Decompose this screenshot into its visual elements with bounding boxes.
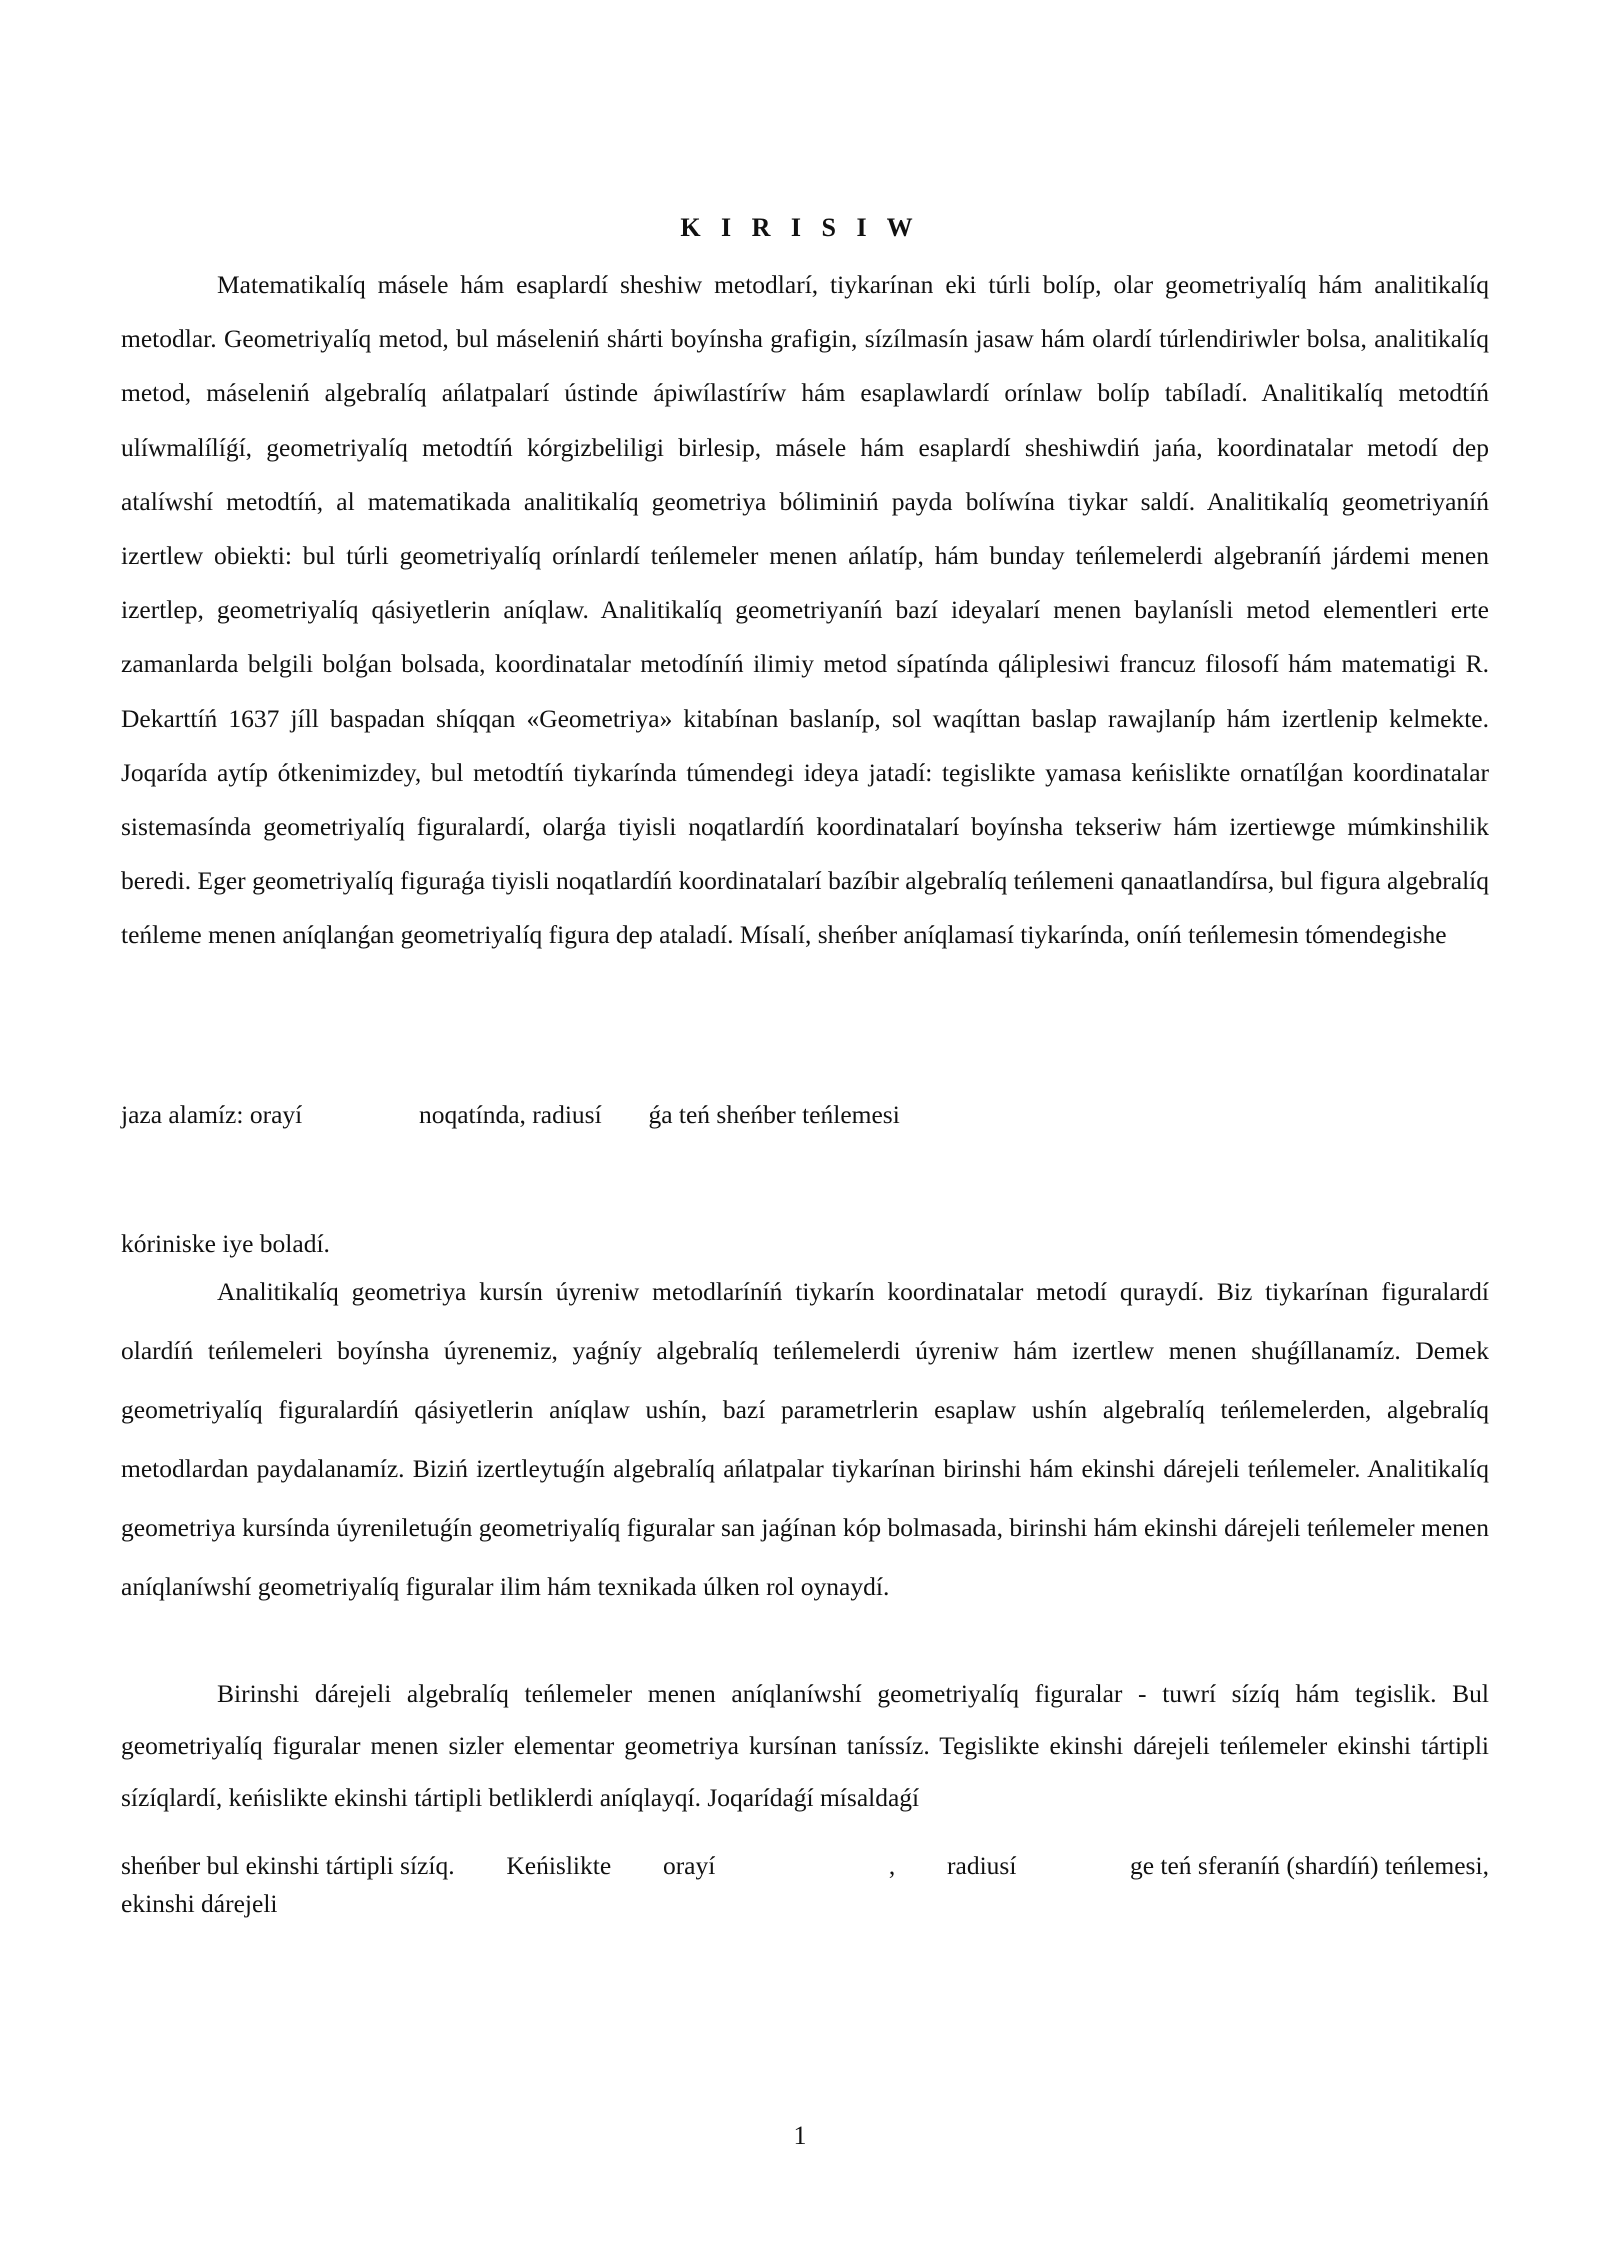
sphere-text-4: , (888, 1851, 896, 1880)
circle-text-c: ǵa teń sheńber teńlemesi (648, 1100, 900, 1129)
circle-text-a: jaza alamíz: orayí (121, 1100, 303, 1129)
equation-form-line: kóriniske iye boladí. (121, 1229, 330, 1258)
introduction-paragraph: Matematikalíq másele hám esaplardí sheshiw metodlarí, tiykarínan eki túrli bolíp, olar geometriyalíq hám analitikalíq metodlar. Geometriyalíq metod, bul máseleniń shárti boyínsha grafigin, sízílmasín jasaw hám olardí túrlendiriwler bolsa, analitikalíq metod, máseleniń algebralíq ańlatpalarí ústinde ápiwílastíríw hám esaplawlardí orínlaw bolíp tabíladí. Analitikalíq metodtíń ulíwmalílíǵí, geometriyalíq metodtíń kórgizbeliligi birlesip, másele hám esaplardí sheshiwdiń jańa, koordinatalar metodí dep atalíwshí metodtíń, al matematikada analitikalíq geometriya bóliminiń payda bolíwína tiykar saldí. Analitikalíq geometriyaníń izertlew obiekti: bul túrli geometriyalíq orínlardí teńlemeler menen ańlatíp, hám bunday teńlemelerdi algebraníń járdemi menen izertlep, geometriyalíq qásiyetlerin aníqlaw. Analitikalíq geometriyaníń bazí ideyalarí menen baylanísli metod elementleri erte zamanlarda belgili bolǵan bolsada, koordinatalar metodíníń ilimiy metod sípatínda qáliplesiwi francuz filosofí hám matematigi R. Dekarttíń 1637 jíll baspadan shíqqan «Geometriya» kitabínan baslaníp, sol waqíttan baslap rawajlaníp hám izertlenip kelmekte. Joqarída aytíp ótkenimizdey, bul metodtíń tiykarínda túmendegi ideya jatadí: tegislikte yamasa keńislikte ornatílǵan koordinatalar sistemasínda geometriyalíq figuralardí, olarǵa tiyisli noqatlardíń koordinatalarí boyínsha tekseriw hám izertiewge múmkinshilik beredi. Eger geometriyalíq figuraǵa tiyisli noqatlardíń koordinatalarí bazíbir algebralíq teńlemeni qanaatlandírsa, bul figura algebralíq teńleme menen aníqlanǵan geometriyalíq figura dep ataladí. Mísalí, sheńber aníqlamasí tiykarínda, oníń teńlemesin tómendegishe (121, 270, 1489, 950)
page-title: K I R I S I W (680, 213, 920, 242)
sphere-paragraph (121, 1847, 1489, 1923)
sphere-text-5: radiusí (947, 1851, 1017, 1880)
circle-definition-line (121, 1097, 900, 1133)
sphere-text-1: sheńber bul ekinshi tártipli sízíq. (121, 1851, 455, 1880)
sphere-line-2: ekinshi dárejeli (121, 1889, 278, 1918)
first-degree-paragraph: Birinshi dárejeli algebralíq teńlemeler menen aníqlaníwshí geometriyalíq figuralar - tuwrí sízíq hám tegislik. Bul geometriyalíq figuralar menen sizler elementar geometriya kursínan taníssíz. Tegislikte ekinshi dárejeli teńlemeler ekinshi tártipli sízíqlardí, keńislikte ekinshi tártipli betliklerdi aníqlayqí. Joqarídaǵí mísaldaǵí (121, 1679, 1489, 1812)
coordinate-method-paragraph: Analitikalíq geometriya kursín úyreniw metodlaríníń tiykarín koordinatalar metodí quraydí. Biz tiykarínan figuralardí olardíń teńlemeleri boyínsha úyrenemiz, yaǵníy algebralíq teńlemelerdi úyreniw hám izertlew menen shuǵíllanamíz. Demek geometriyalíq figuralardíń qásiyetlerin aníqlaw ushín, bazí parametrlerin esaplaw ushín algebralíq teńlemelerden, algebralíq metodlardan paydalanamíz. Biziń izertleytuǵín algebralíq ańlatpalar tiykarínan birinshi hám ekinshi dárejeli teńlemeler. Analitikalíq geometriya kursínda úyreniletuǵín geometriyalíq figuralar san jaǵínan kóp bolmasada, birinshi hám ekinshi dárejeli teńlemeler menen aníqlaníwshí geometriyalíq figuralar ilim hám texnikada úlken rol oynaydí. (121, 1277, 1489, 1601)
circle-text-b: noqatínda, radiusí (418, 1100, 602, 1129)
sphere-line-1 (121, 1847, 1489, 1885)
sphere-text-2: Keńislikte (506, 1851, 612, 1880)
sphere-text-3: orayí (662, 1851, 716, 1880)
page-number: 1 (793, 2121, 807, 2150)
sphere-text-6: ge teń sferaníń (shardíń) teńlemesi, (1129, 1851, 1489, 1880)
